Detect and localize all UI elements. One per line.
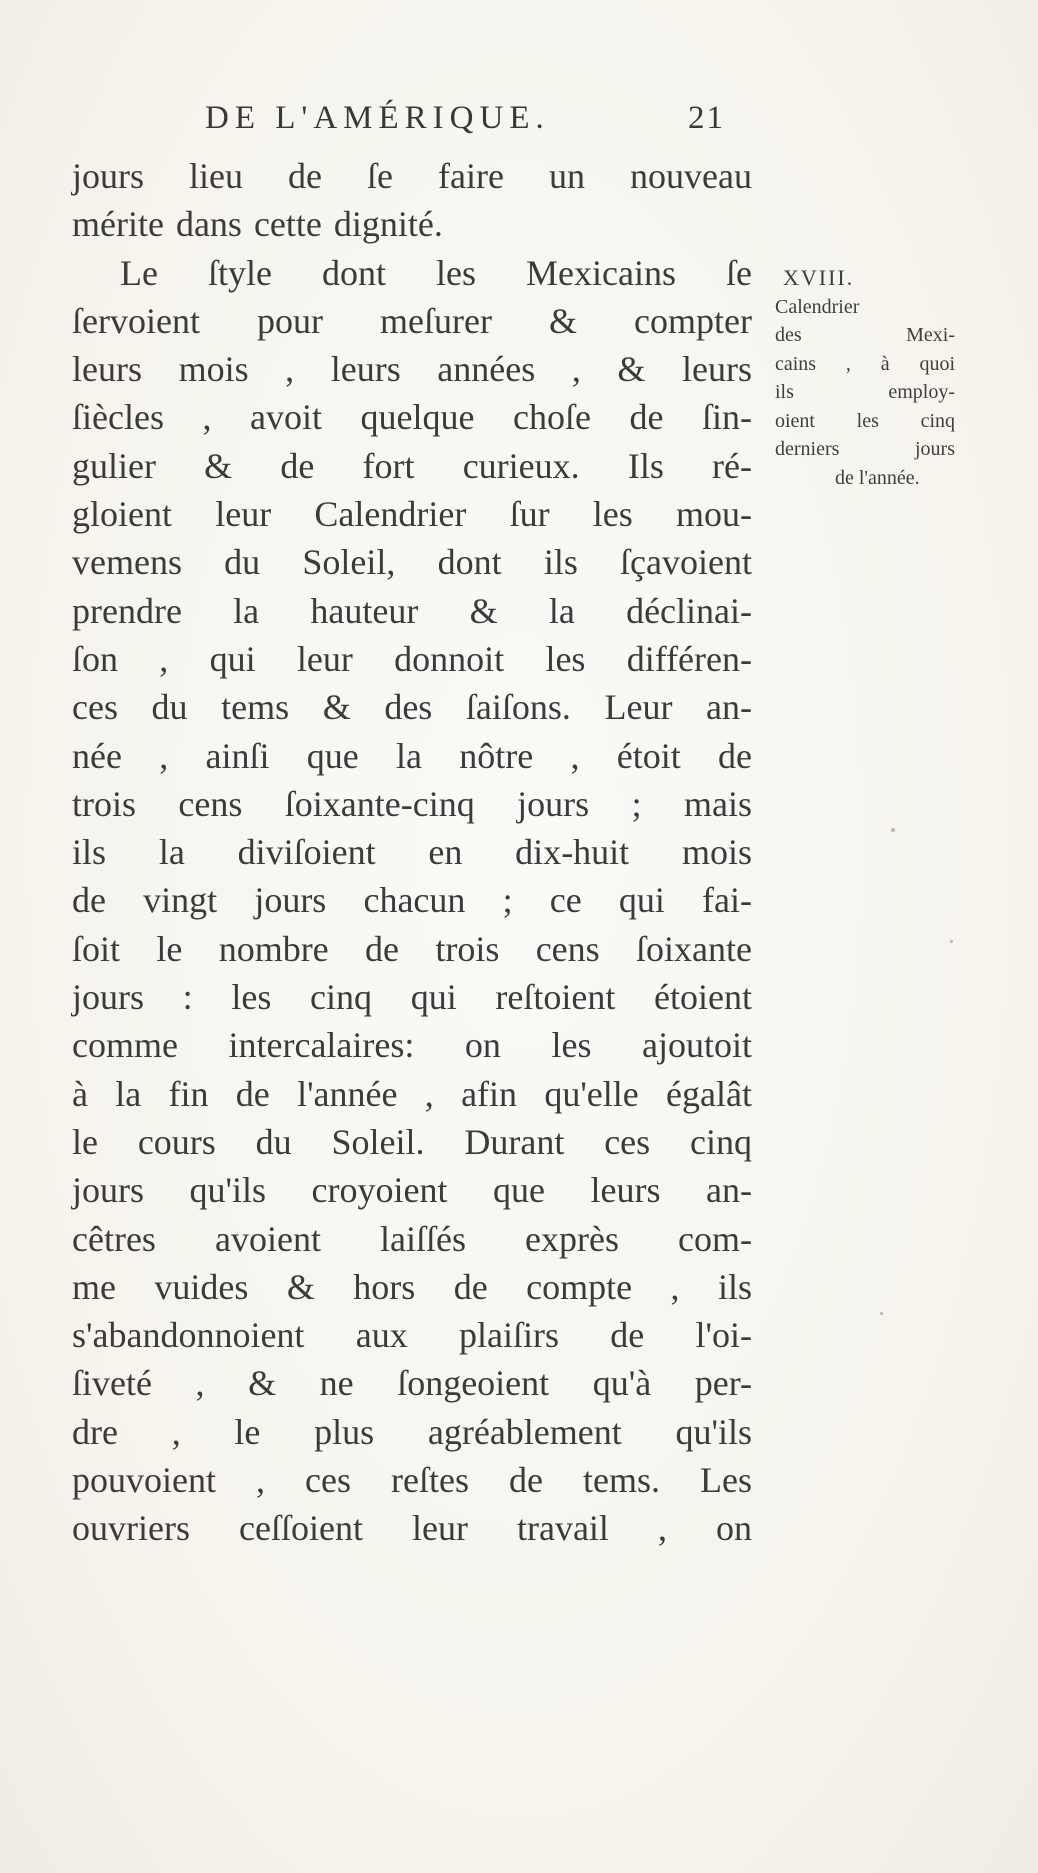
paper-speck — [880, 1312, 883, 1315]
text-line: vemens du Soleil, dont ils ſçavoient — [72, 542, 752, 583]
text-line: Le ſtyle dont les Mexicains ſe — [120, 252, 752, 293]
text-line: à la fin de l'année , afin qu'elle égalât — [72, 1073, 752, 1114]
text-line: jours lieu de ſe faire un nouveau — [72, 156, 752, 196]
body-text — [72, 152, 752, 1553]
text-line: leurs mois , leurs années , & leurs — [72, 349, 752, 390]
text-line: trois cens ſoixante-cinq jours ; mais — [72, 783, 752, 824]
text-line: ſon , qui leur donnoit les différen- — [72, 638, 752, 679]
margin-note-line: cains , à quoi — [775, 352, 955, 375]
margin-note-line: derniers jours — [775, 438, 955, 460]
text-line: prendre la hauteur & la déclinai- — [72, 590, 752, 631]
margin-note-line: ils employ- — [775, 381, 955, 403]
text-line: s'abandonnoient aux plaiſirs de l'oi- — [72, 1315, 752, 1356]
text-line: mérite dans cette dignité. — [72, 204, 443, 245]
text-line: me vuides & hors de compte , ils — [72, 1266, 752, 1307]
text-line: gloient leur Calendrier ſur les mou- — [72, 494, 752, 535]
text-line: ils la diviſoient en dix-huit mois — [72, 832, 752, 873]
text-line: de vingt jours chacun ; ce qui fai- — [72, 880, 752, 921]
page-number: 21 — [688, 100, 725, 136]
running-head-title: DE L'AMÉRIQUE. — [205, 100, 550, 136]
text-line: ces du tems & des ſaiſons. Leur an- — [72, 687, 752, 728]
text-line: ſoit le nombre de trois cens ſoixante — [72, 928, 752, 969]
text-line: dre , le plus agréablement qu'ils — [72, 1411, 752, 1452]
margin-note — [775, 264, 955, 492]
text-line: pouvoient , ces reſtes de tems. Les — [72, 1460, 752, 1501]
text-line: ſiveté , & ne ſongeoient qu'à per- — [72, 1363, 752, 1404]
paper-speck — [891, 828, 895, 832]
text-line: jours : les cinq qui reſtoient étoient — [72, 977, 752, 1018]
margin-note-line: Calendrier — [775, 295, 860, 318]
margin-note-line: de l'année. — [835, 466, 920, 489]
running-head — [205, 100, 725, 146]
paper-speck — [950, 940, 953, 943]
text-line: ſiècles , avoit quelque choſe de ſin- — [72, 397, 752, 438]
margin-note-line: des Mexi- — [775, 324, 955, 346]
text-line: jours qu'ils croyoient que leurs an- — [72, 1170, 752, 1211]
text-line: le cours du Soleil. Durant ces cinq — [72, 1121, 752, 1162]
text-line: cêtres avoient laiſſés exprès com- — [72, 1218, 752, 1259]
margin-note-numeral: XVIII. — [783, 265, 855, 290]
text-line: née , ainſi que la nôtre , étoit de — [72, 735, 752, 776]
text-line: ſervoient pour meſurer & compter — [72, 300, 752, 341]
text-line: ouvriers ceſſoient leur travail , on — [72, 1508, 752, 1549]
text-line: comme intercalaires: on les ajoutoit — [72, 1025, 752, 1066]
text-line: gulier & de fort curieux. Ils ré- — [72, 445, 752, 486]
margin-note-line: oient les cinq — [775, 409, 955, 432]
